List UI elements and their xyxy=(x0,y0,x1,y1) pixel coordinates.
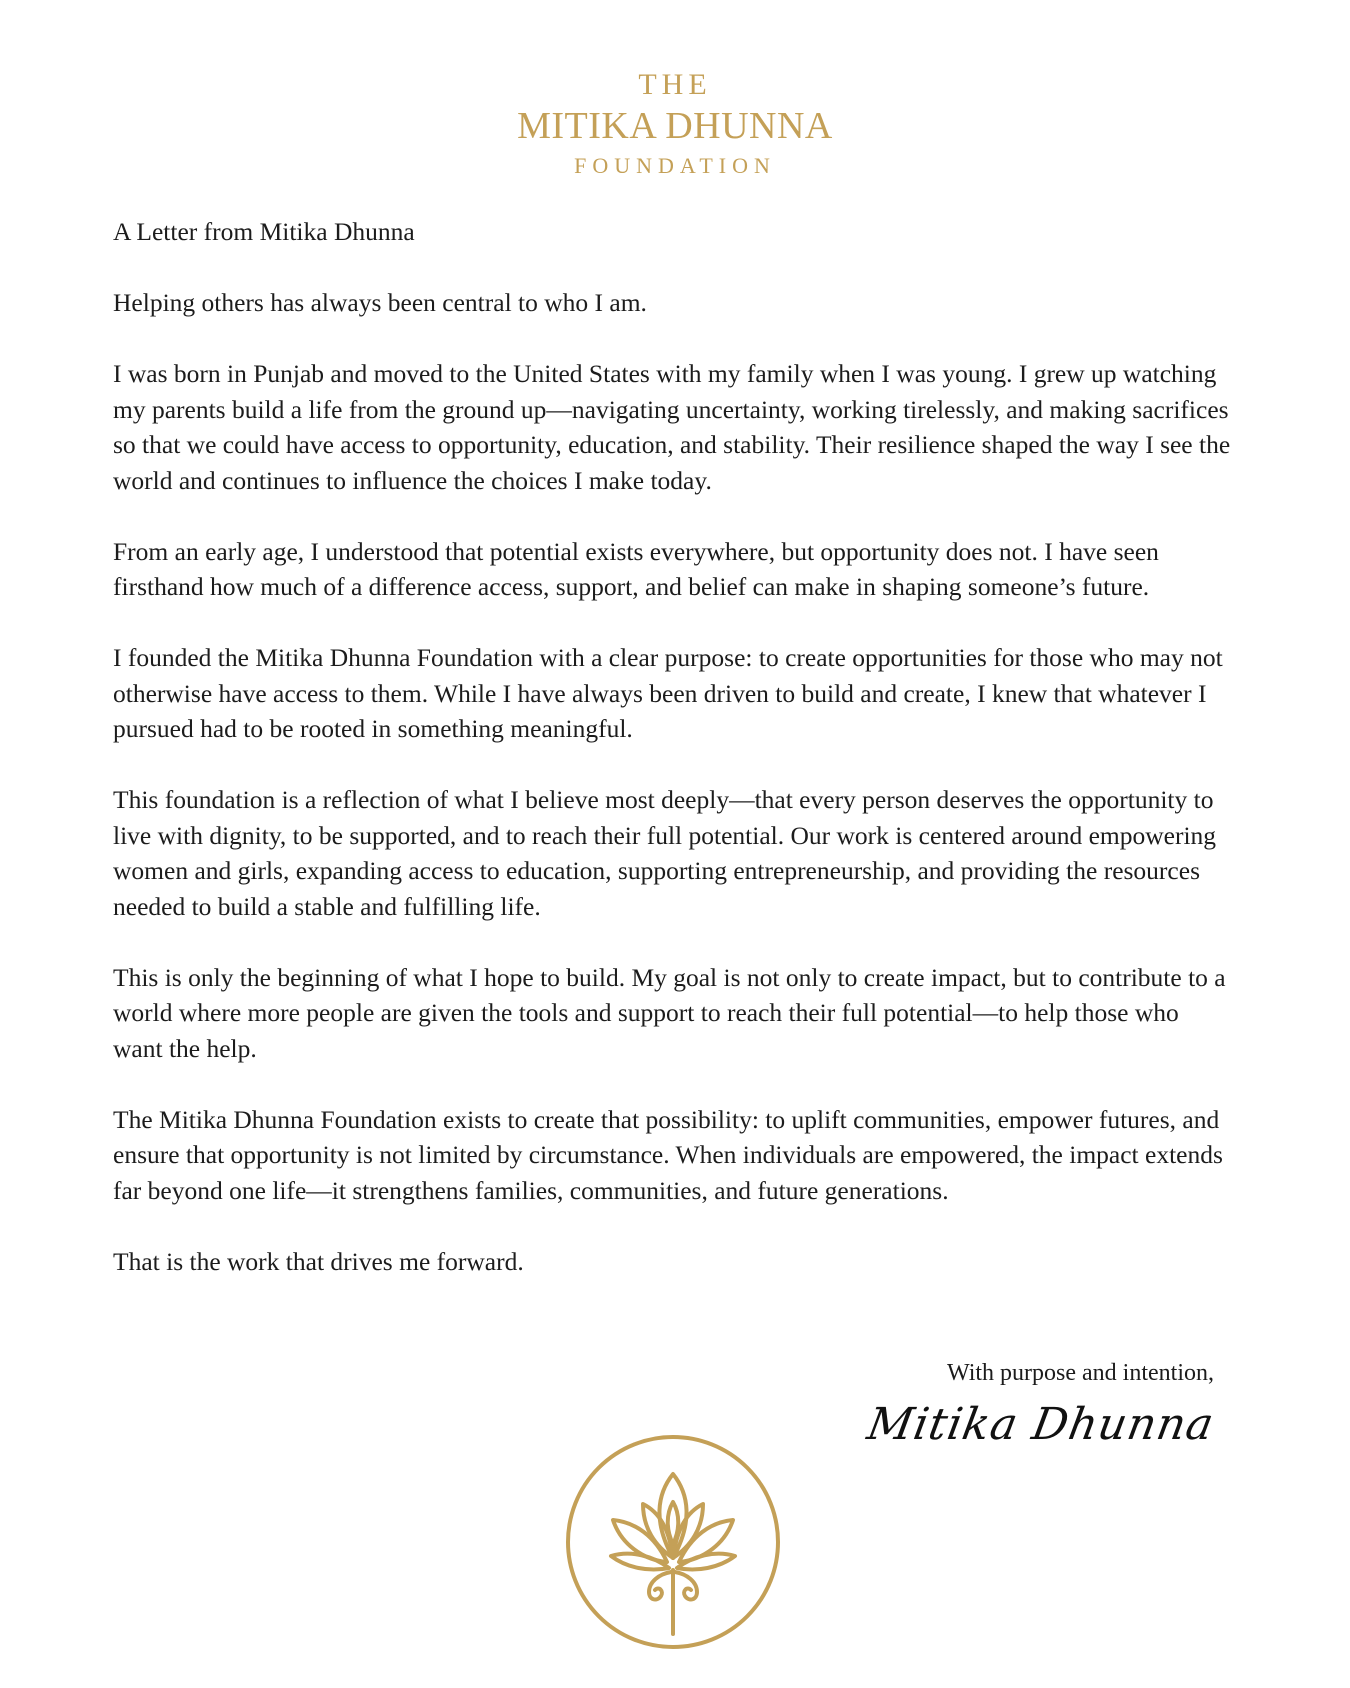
letter-paragraph-6: This is only the beginning of what I hope to build. My goal is not only to create impact, but to contribute to a world where more people are given the tools and support to reach their full potential—to help those who want the help. xyxy=(113,962,1226,1063)
letter-paragraph-5: This foundation is a reflection of what I believe most deeply—that every person deserves the opportunity to live with dignity, to be supported, and to reach their full potential. Our work is centered around empowering women and girls, expanding access to education, supporting entrepreneurship, and providing the resources needed to build a stable and fulfilling life. xyxy=(113,785,1217,921)
logo-foundation: FOUNDATION xyxy=(574,153,776,178)
lotus-icon xyxy=(563,1432,783,1652)
letter-paragraph-7: The Mitika Dhunna Foundation exists to create that possibility: to uplift communities, empower futures, and ensure that opportunity is not limited by circumstance. When individuals are empowered, the impact extends far beyond one life—it strengthens families, communities, and future generations. xyxy=(113,1104,1223,1205)
foundation-logo xyxy=(0,70,1350,178)
letter-paragraph-2: I was born in Punjab and moved to the United States with my family when I was young. I grew up watching my parents build a life from the ground up—navigating uncertainty, working tirelessly, and making sacrifices so that we could have access to opportunity, education, and stability. Their resilience shaped the way I see the world and continues to influence the choices I make today. xyxy=(113,359,1231,495)
letter-body xyxy=(113,214,1233,1279)
logo-the: THE xyxy=(638,68,712,101)
letter-paragraph-4: I founded the Mitika Dhunna Foundation with a clear purpose: to create opportunities for those who may not otherwise have access to them. While I have always been driven to build and create, I knew that whatever I pursued had to be rooted in something meaningful. xyxy=(113,643,1223,743)
signature: Mitika Dhunna xyxy=(863,1399,1219,1450)
letter-paragraph-3: From an early age, I understood that potential exists everywhere, but opportunity does not. I have seen firsthand how much of a difference access, support, and belief can make in shaping someone’s future. xyxy=(113,536,1159,601)
logo-name: MITIKA DHUNNA xyxy=(517,105,833,147)
letter-paragraph-8: That is the work that drives me forward. xyxy=(113,1246,524,1276)
letter-paragraph-1: Helping others has always been central to who I am. xyxy=(113,288,647,317)
letter-closing: With purpose and intention, xyxy=(947,1360,1214,1386)
letter-title: A Letter from Mitika Dhunna xyxy=(113,217,415,246)
